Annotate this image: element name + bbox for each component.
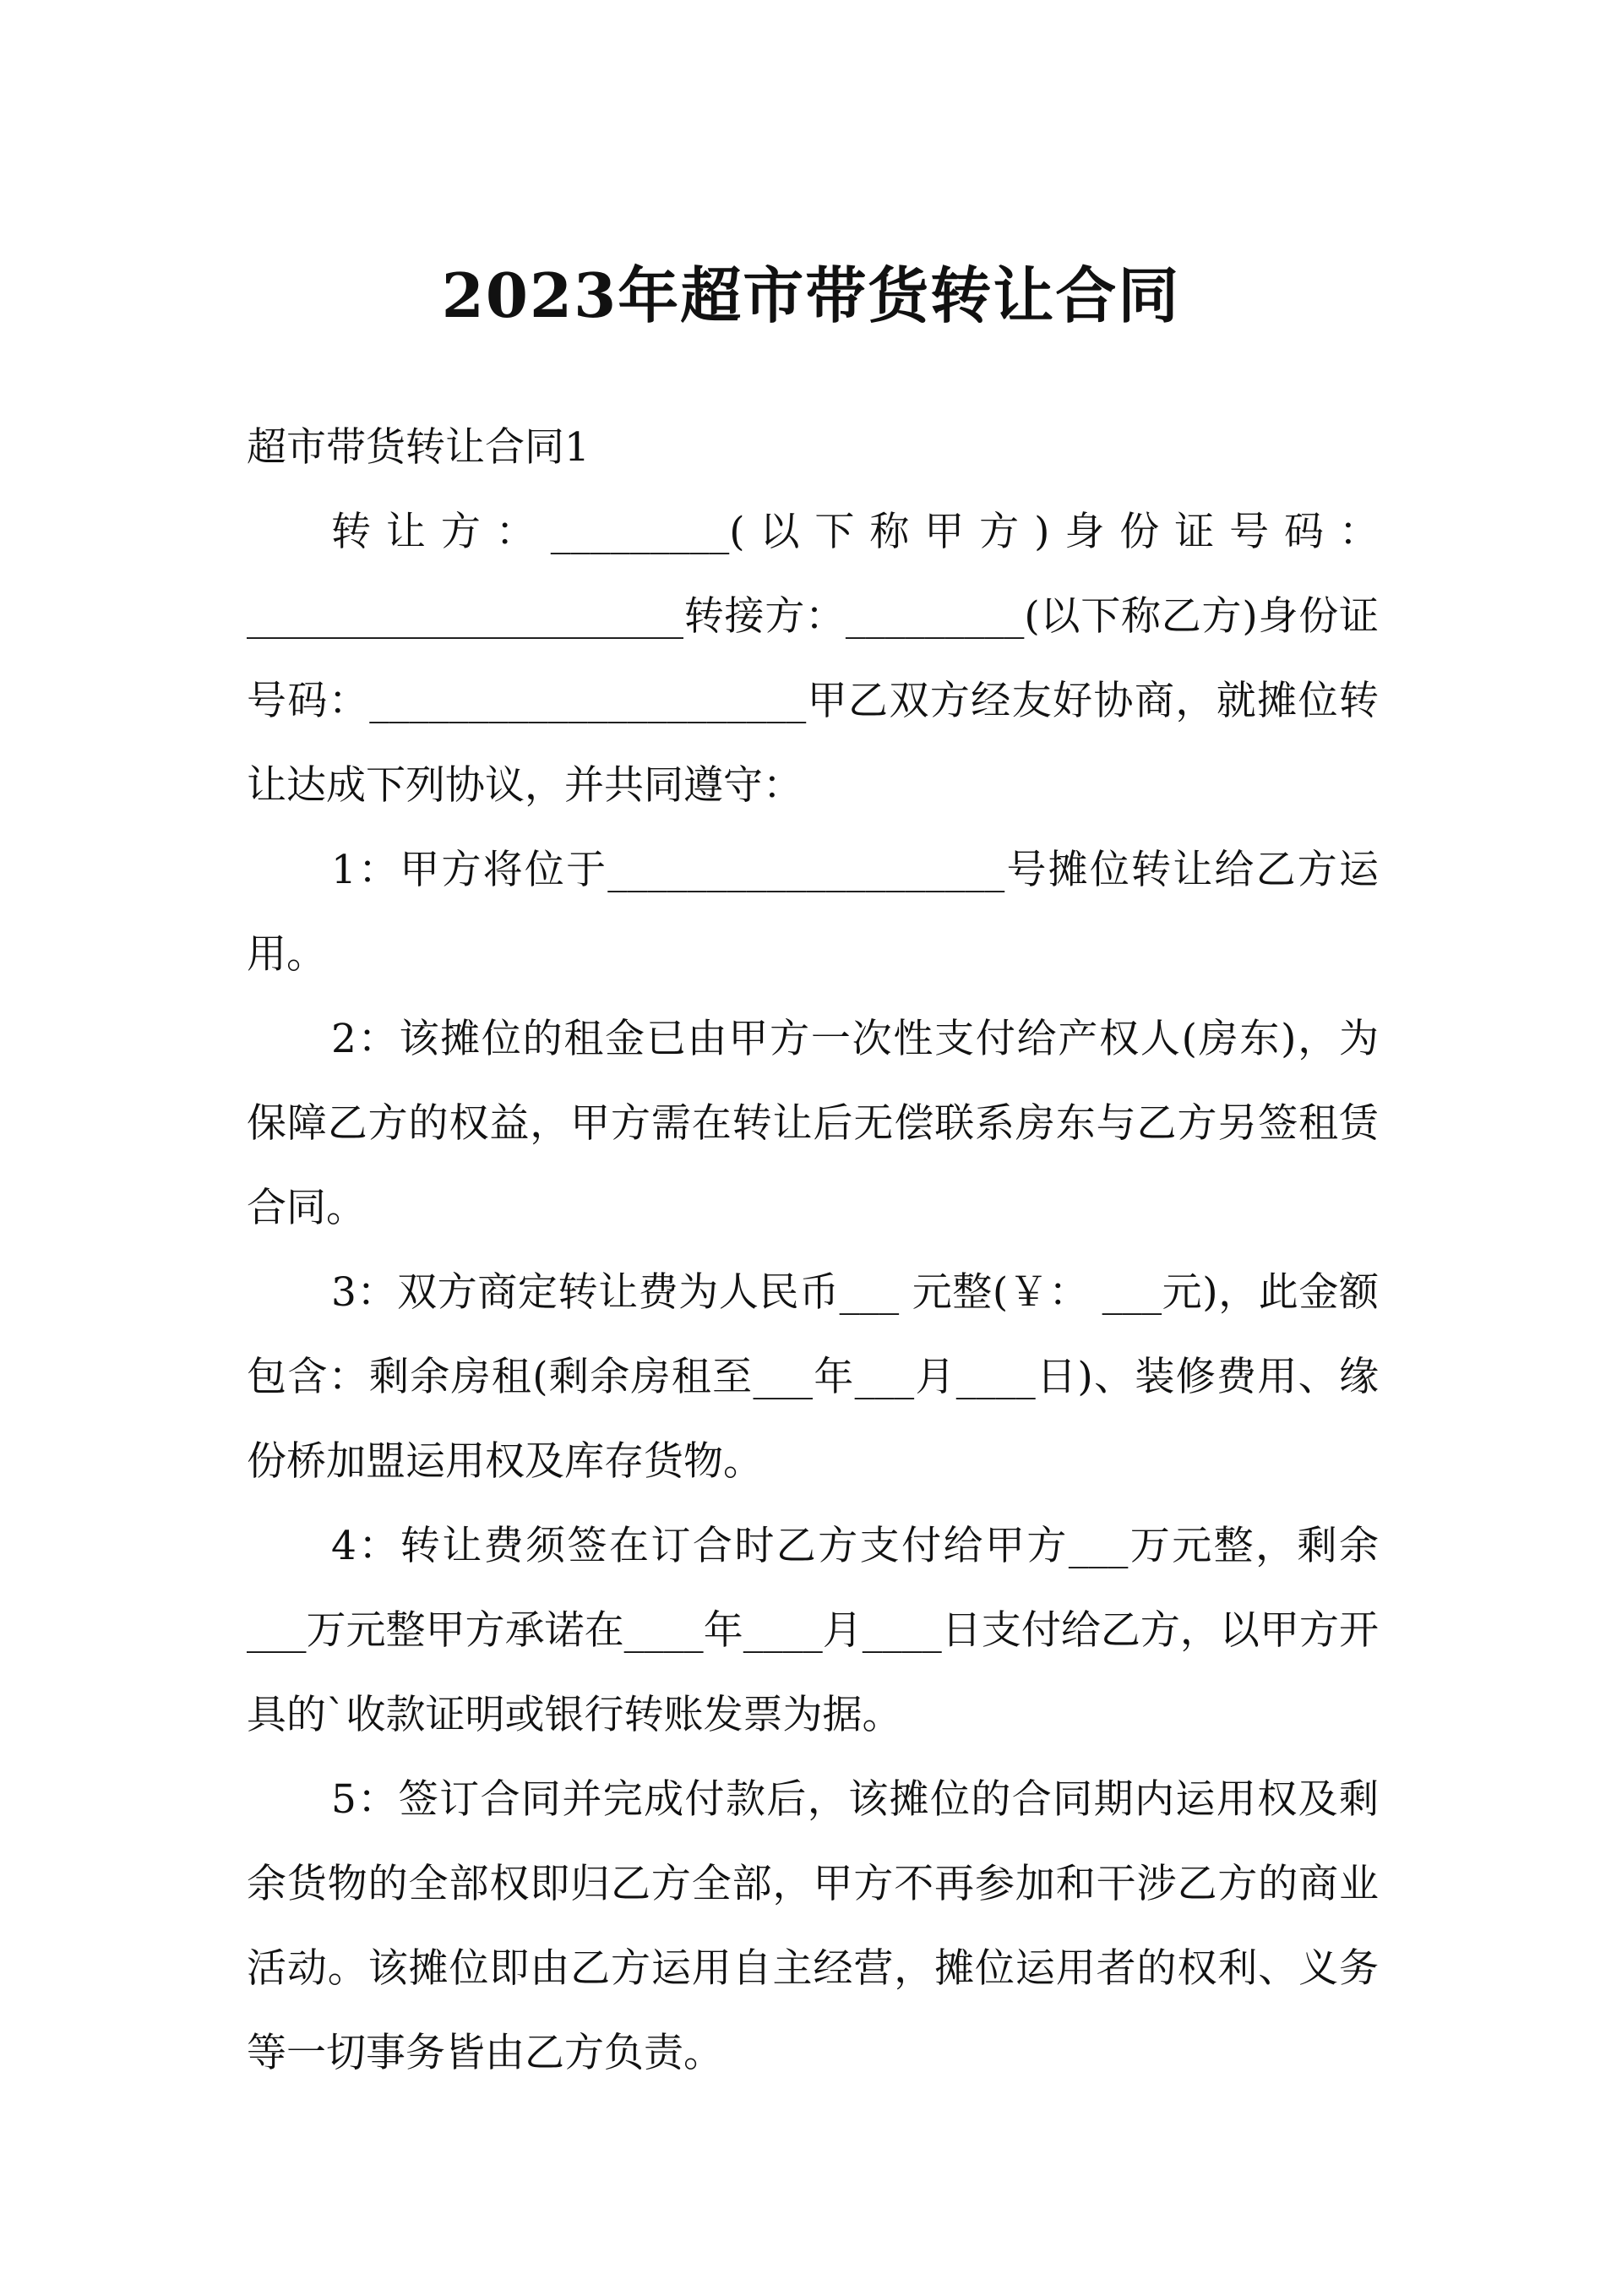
- paragraph-clause-5: 5：签订合同并完成付款后，该摊位的合同期内运用权及剩余货物的全部权即归乙方全部，甲方不再参加和干涉乙方的商业活动。该摊位即由乙方运用自主经营，摊位运用者的权利、义务等一切事务皆由乙方负责。: [247, 1776, 1379, 2076]
- paragraph-parties: 转让方：_________(以下称甲方)身份证号码：______________________转接方：_________(以下称乙方)身份证号码：______________________甲乙双方经友好协商，就摊位转让达成下列协议，并共同遵守：: [247, 509, 1379, 809]
- document-body: [247, 406, 1379, 2096]
- paragraph-clause-4: 4：转让费须签在订合时乙方支付给甲方___万元整，剩余___万元整甲方承诺在____年____月____日支付给乙方，以甲方开具的`收款证明或银行转账发票为据。: [247, 1523, 1379, 1738]
- paragraph-clause-3: 3：双方商定转让费为人民币___ 元整(￥： ___元)，此金额包含：剩余房租(剩余房租至___年___月____日)、装修费用、缘份桥加盟运用权及库存货物。: [247, 1269, 1379, 1485]
- paragraph-clause-1: 1：甲方将位于____________________号摊位转让给乙方运用。: [247, 847, 1379, 978]
- paragraph-clause-2: 2：该摊位的租金已由甲方一次性支付给产权人(房东)，为保障乙方的权益，甲方需在转让后无偿联系房东与乙方另签租赁合同。: [247, 1016, 1379, 1231]
- contract-subtitle: 超市带货转让合同1: [247, 424, 590, 471]
- document-title: 2023年超市带货转让合同: [441, 259, 1181, 331]
